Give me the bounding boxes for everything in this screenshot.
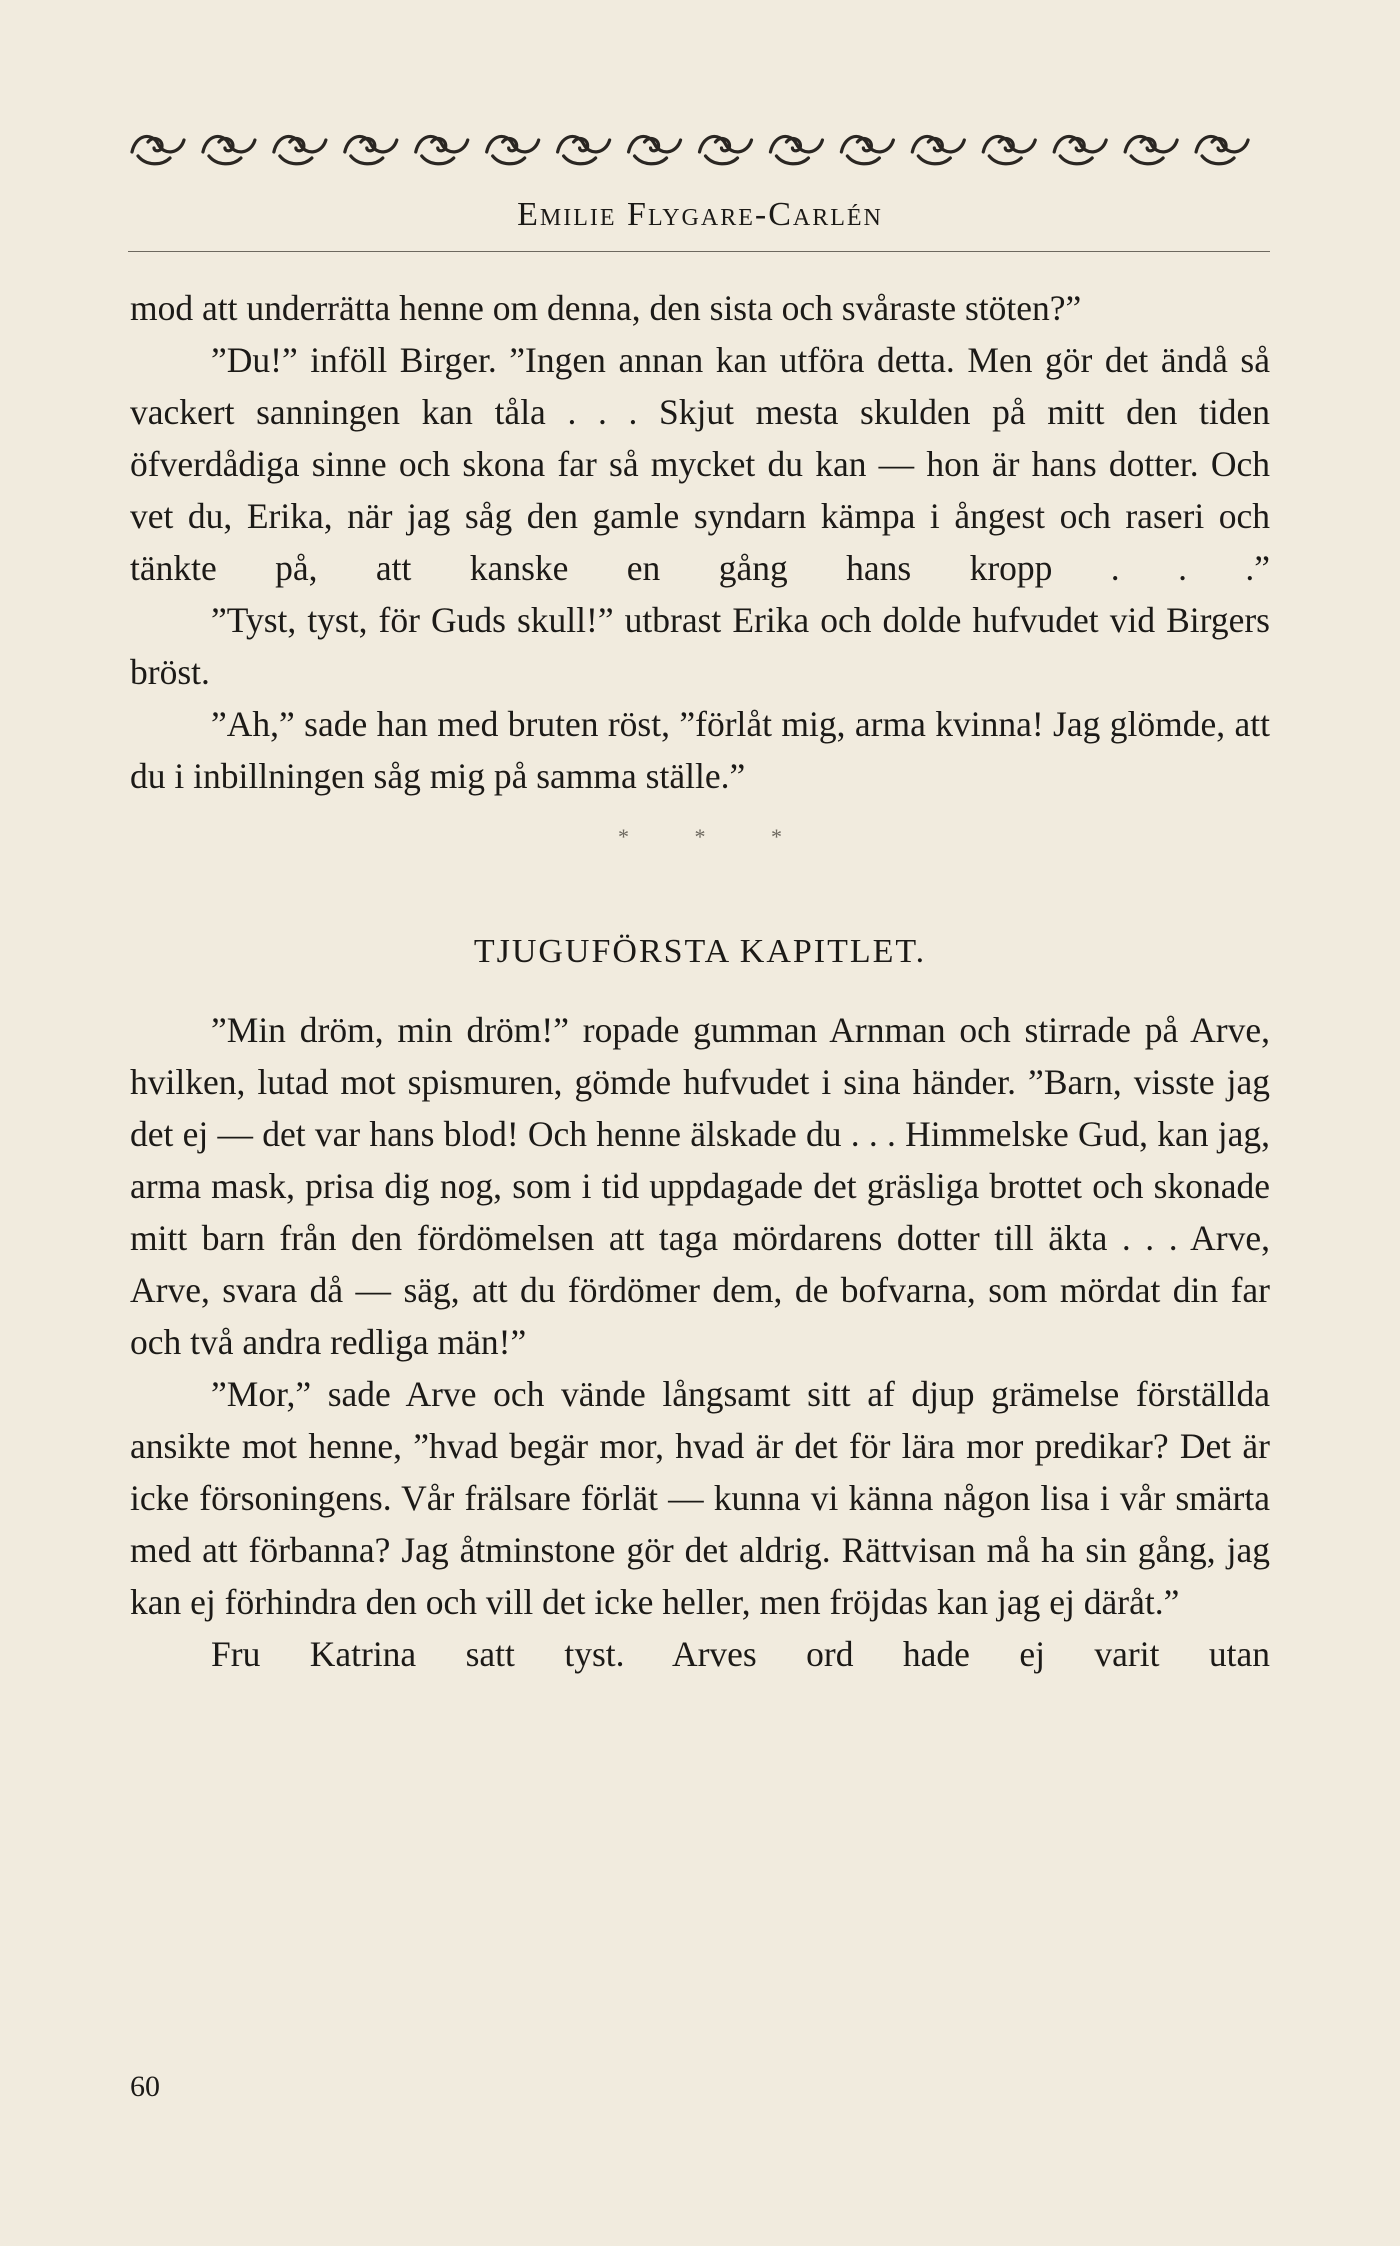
paragraph: ”Min dröm, min dröm!” ropade gumman Arnman och stirrade på Arve, hvilken, lutad mot spismuren, gömde hufvudet i sina händer. ”Barn, visste jag det ej — det var hans blod! Och henne älskade du . . . Himmelske Gud, kan jag, arma mask, prisa dig nog, som i tid uppdagade det gräsliga brottet och skonade mitt barn från den fördömelsen att taga mördarens dotter till äkta . . . Arve, Arve, svara då — säg, att du fördömer dem, de bofvarna, som mördat din far och två andra redliga män!” — [130, 1010, 1270, 1362]
ornament-scroll-segment — [558, 136, 610, 163]
page-number: 60 — [130, 2070, 160, 2103]
section-separator: * * * — [618, 824, 812, 849]
ornament-scroll-segment — [912, 136, 964, 163]
ornament-scroll-segment — [416, 136, 468, 163]
scroll-ornament-icon — [128, 122, 1263, 174]
paragraphs-after-chapter — [130, 1004, 1270, 1680]
ornament-scroll-segment — [274, 136, 326, 163]
paragraph: ”Du!” inföll Birger. ”Ingen annan kan utföra detta. Men gör det ändå så vackert sanningen kan tåla . . . Skjut mesta skulden på mitt den tiden öfverdådiga sinne och skona far så mycket du kan — hon är hans dotter. Och vet du, Erika, när jag såg den gamle syndarn kämpa i ångest och raseri och tänkte på, att kanske en gång hans kropp . . .” — [130, 340, 1270, 588]
paragraph: Fru Katrina satt tyst. Arves ord hade ej varit utan — [211, 1634, 1270, 1674]
ornament-scroll-segment — [487, 136, 539, 163]
paragraphs-before-chapter — [130, 282, 1270, 802]
header-rule — [128, 251, 1270, 252]
ornament-scroll-segment — [983, 136, 1035, 163]
paragraph: mod att underrätta henne om denna, den sista och svåraste stöten?” — [130, 288, 1082, 328]
paragraph: ”Mor,” sade Arve och vände långsamt sitt af djup grämelse förställda ansikte mot henne, ”hvad begär mor, hvad är det för lära mor predikar? Det är icke försoningens. Vår frälsare förlät — kunna vi känna någon lisa i vår smärta med att förbanna? Jag åtminstone gör det aldrig. Rättvisan må ha sin gång, jag kan ej förhindra den och vill det icke heller, men fröjdas kan jag ej däråt.” — [130, 1374, 1270, 1622]
paragraph: ”Tyst, tyst, för Guds skull!” utbrast Erika och dolde hufvudet vid Birgers bröst. — [130, 600, 1270, 692]
ornament-scroll-segment — [770, 136, 822, 163]
ornament-scroll-segment — [629, 136, 681, 163]
chapter-title: TJUGUFÖRSTA KAPITLET. — [473, 933, 927, 970]
running-head: Emilie Flygare-Carlén — [517, 196, 883, 233]
ornament-scroll-segment — [345, 136, 397, 163]
ornament-scroll-segment — [1196, 136, 1248, 163]
body-text — [130, 282, 1270, 1680]
ornament-scroll-segment — [1054, 136, 1106, 163]
ornament-scroll-segment — [132, 136, 184, 163]
ornament-scroll-segment — [841, 136, 893, 163]
paragraph: ”Ah,” sade han med bruten röst, ”förlåt mig, arma kvinna! Jag glömde, att du i inbillningen såg mig på samma ställe.” — [130, 704, 1270, 796]
ornament-scroll-segment — [203, 136, 255, 163]
ornament-scroll-segment — [700, 136, 752, 163]
ornament-scroll-segment — [1125, 136, 1177, 163]
